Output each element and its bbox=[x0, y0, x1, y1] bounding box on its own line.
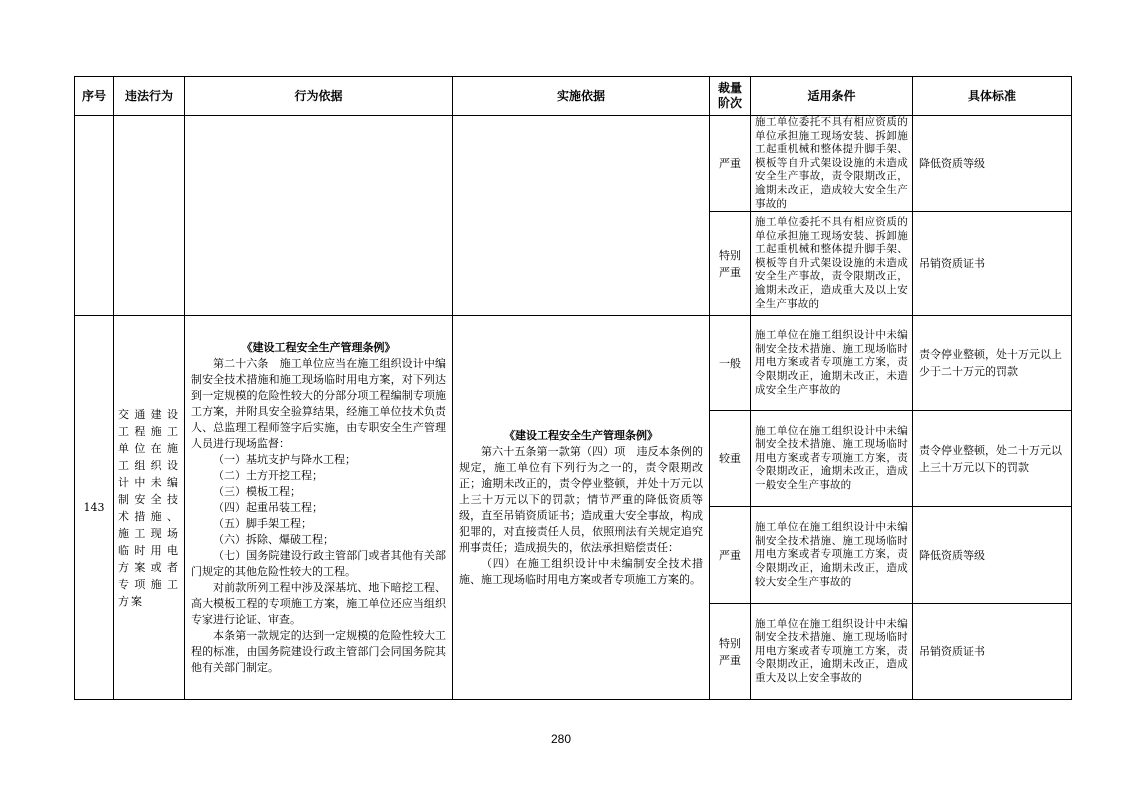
condition-cell: 施工单位在施工组织设计中未编制安全技术措施、施工现场临时用电方案或者专项施工方案，责令限期改正，逾期未改正，造成重大及以上安全事故的 bbox=[751, 604, 913, 700]
condition-cell: 施工单位委托不具有相应资质的单位承担施工现场安装、拆卸施工起重机械和整体提升脚手架、模板等自升式架设设施的未造成安全生产事故，责令限期改正，逾期未改正，造成重大及以上安全生产事故的 bbox=[751, 212, 913, 316]
implementation-basis bbox=[453, 316, 710, 700]
header-act: 违法行为 bbox=[114, 77, 185, 116]
basis-article: 第二十六条 施工单位应当在施工组织设计中编制安全技术措施和施工现场临时用电方案，对下列达到一定规模的危险性较大的分部分项工程编制专项施工方案，并附具安全验算结果，经施工单位技术负责人、总监理工程师签字后实施，由专职安全生产管理人员进行现场监督： bbox=[191, 356, 446, 450]
penalty-standards-table bbox=[74, 76, 1072, 700]
level-cell: 一般 bbox=[710, 316, 751, 411]
prev-impl-cell bbox=[453, 116, 710, 316]
standard-cell: 责令停业整顿，处二十万元以上三十万元以下的罚款 bbox=[913, 411, 1072, 507]
header-std: 具体标准 bbox=[913, 77, 1072, 116]
basis-law-title: 《建设工程安全生产管理条例》 bbox=[241, 340, 396, 354]
level-cell: 较重 bbox=[710, 411, 751, 507]
standard-cell: 责令停业整顿，处十万元以上少于二十万元的罚款 bbox=[913, 316, 1072, 411]
basis-paragraph: 本条第一款规定的达到一定规模的危险性较大工程的标准，由国务院建设行政主管部门会同国务院其他有关部门制定。 bbox=[191, 628, 446, 674]
condition-cell: 施工单位委托不具有相应资质的单位承担施工现场安装、拆卸施工起重机械和整体提升脚手架、模板等自升式架设设施的未造成安全生产事故，责令限期改正，逾期未改正，造成较大安全生产事故的 bbox=[751, 116, 913, 212]
table-row bbox=[75, 316, 1072, 411]
header-impl: 实施依据 bbox=[453, 77, 710, 116]
basis-item: （六）拆除、爆破工程； bbox=[213, 532, 334, 546]
basis-item: （二）土方开挖工程； bbox=[213, 468, 323, 482]
prev-no-cell bbox=[75, 116, 114, 316]
prev-basis-cell bbox=[185, 116, 453, 316]
impl-article: 第六十五条第一款第（四）项 违反本条例的规定，施工单位有下列行为之一的，责令限期改正；逾期未改正的，责令停业整顿，并处十万元以上三十万元以下的罚款；情节严重的降低资质等级，直至吊销资质证书；造成重大安全事故，构成犯罪的，对直接责任人员，依照刑法有关规定追究刑事责任；造成损失的，依法承担赔偿责任： bbox=[459, 444, 703, 554]
level-cell: 严重 bbox=[710, 116, 751, 212]
basis-item: （三）模板工程； bbox=[213, 484, 301, 498]
violation-act: 交通建设工程施工单位在施工组织设计中未编制安全技术措施、施工现场临时用电方案或者专项施工方案 bbox=[114, 316, 185, 700]
entry-number: 143 bbox=[75, 316, 114, 700]
header-row bbox=[75, 77, 1072, 116]
condition-cell: 施工单位在施工组织设计中未编制安全技术措施、施工现场临时用电方案或者专项施工方案，责令限期改正，逾期未改正，未造成安全生产事故的 bbox=[751, 316, 913, 411]
prev-act-cell bbox=[114, 116, 185, 316]
condition-cell: 施工单位在施工组织设计中未编制安全技术措施、施工现场临时用电方案或者专项施工方案，责令限期改正，逾期未改正，造成较大安全生产事故的 bbox=[751, 507, 913, 604]
basis-item: （七）国务院建设行政主管部门或者其他有关部门规定的其他危险性较大的工程。 bbox=[191, 548, 446, 578]
standard-cell: 降低资质等级 bbox=[913, 116, 1072, 212]
legal-basis bbox=[185, 316, 453, 700]
condition-cell: 施工单位在施工组织设计中未编制安全技术措施、施工现场临时用电方案或者专项施工方案，责令限期改正，逾期未改正，造成一般安全生产事故的 bbox=[751, 411, 913, 507]
basis-item: （五）脚手架工程； bbox=[213, 516, 312, 530]
basis-item: （四）起重吊装工程； bbox=[213, 500, 323, 514]
page-number: 280 bbox=[550, 732, 572, 746]
impl-item: （四）在施工组织设计中未编制安全技术措施、施工现场临时用电方案或者专项施工方案的。 bbox=[459, 556, 703, 586]
impl-law-title: 《建设工程安全生产管理条例》 bbox=[504, 428, 658, 442]
standard-cell: 吊销资质证书 bbox=[913, 212, 1072, 316]
header-cond: 适用条件 bbox=[751, 77, 913, 116]
standard-cell: 吊销资质证书 bbox=[913, 604, 1072, 700]
header-no: 序号 bbox=[75, 77, 114, 116]
header-basis: 行为依据 bbox=[185, 77, 453, 116]
level-cell: 特别 严重 bbox=[710, 212, 751, 316]
standard-cell: 降低资质等级 bbox=[913, 507, 1072, 604]
basis-paragraph: 对前款所列工程中涉及深基坑、地下暗挖工程、高大模板工程的专项施工方案，施工单位还应当组织专家进行论证、审查。 bbox=[191, 580, 446, 626]
level-cell: 特别 严重 bbox=[710, 604, 751, 700]
header-level: 裁量 阶次 bbox=[710, 77, 751, 116]
basis-item: （一）基坑支护与降水工程； bbox=[213, 452, 356, 466]
level-cell: 严重 bbox=[710, 507, 751, 604]
table-row bbox=[75, 116, 1072, 212]
